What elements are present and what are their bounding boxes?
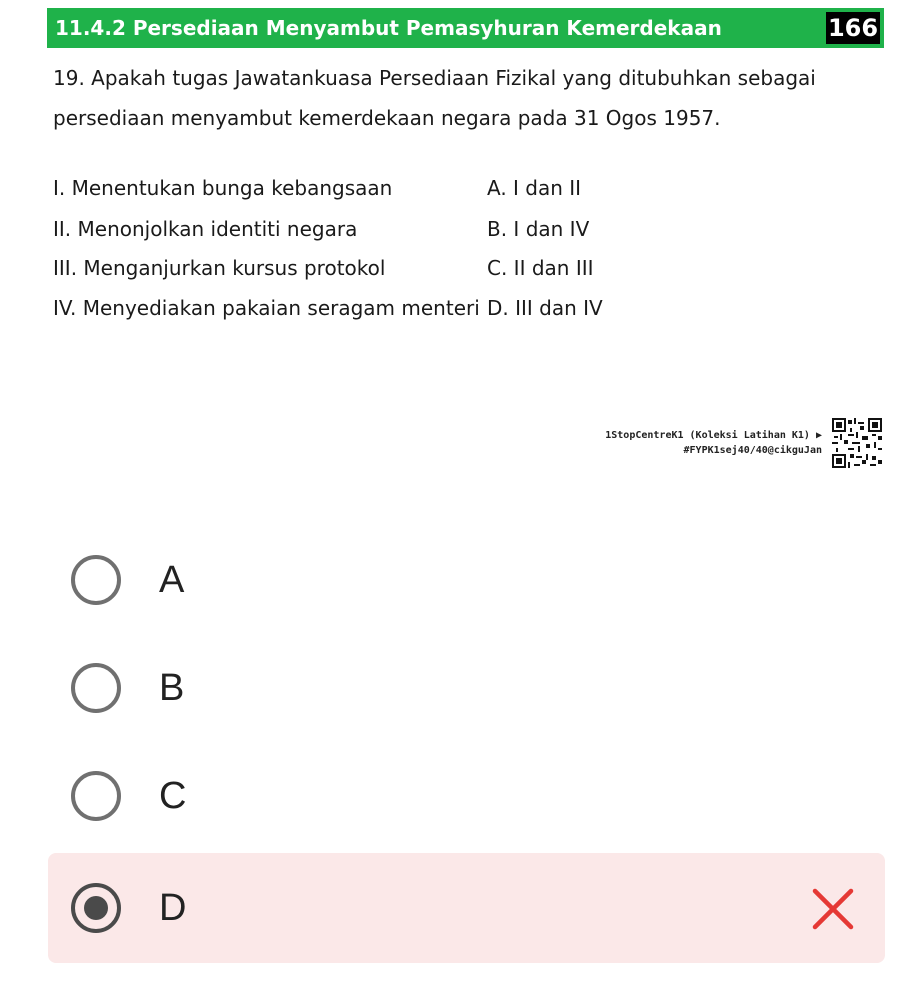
radio-button-a[interactable]	[71, 555, 121, 605]
watermark	[560, 418, 882, 468]
wrong-answer-icon	[811, 887, 855, 931]
question-text: 19. Apakah tugas Jawatankuasa Persediaan Fizikal yang ditubuhkan sebagai persediaan menyambut kemerdekaan negara pada 31 Ogos 1957.	[53, 66, 816, 130]
option-d[interactable]	[48, 853, 885, 963]
watermark-text	[605, 428, 822, 458]
answer-choice-c: C. II dan III	[487, 256, 594, 280]
statement-4: IV. Menyediakan pakaian seragam menteri	[53, 296, 480, 320]
qr-code-icon	[832, 418, 882, 468]
option-label-d: D	[159, 886, 187, 929]
option-label-a: A	[159, 558, 185, 601]
option-c[interactable]	[48, 741, 885, 851]
section-title: 11.4.2 Persediaan Menyambut Pemasyhuran Kemerdekaan	[55, 16, 722, 40]
watermark-line-1: 1StopCentreK1 (Koleksi Latihan K1) ▶	[605, 430, 822, 441]
radio-button-b[interactable]	[71, 663, 121, 713]
page-number: 166	[827, 14, 879, 42]
radio-button-d[interactable]	[71, 883, 121, 933]
watermark-line-2: #FYPK1sej40/40@cikguJan	[683, 445, 822, 456]
section-header	[47, 8, 884, 48]
radio-button-c[interactable]	[71, 771, 121, 821]
statement-2: II. Menonjolkan identiti negara	[53, 217, 358, 241]
option-b[interactable]	[48, 633, 885, 743]
option-label-c: C	[159, 774, 187, 817]
statement-1: I. Menentukan bunga kebangsaan	[53, 176, 393, 200]
option-label-b: B	[159, 666, 185, 709]
answer-choice-b: B. I dan IV	[487, 217, 590, 241]
statement-3: III. Menganjurkan kursus protokol	[53, 256, 386, 280]
option-a[interactable]	[48, 525, 885, 635]
answer-choice-a: A. I dan II	[487, 176, 582, 200]
answer-choice-d: D. III dan IV	[487, 296, 603, 320]
